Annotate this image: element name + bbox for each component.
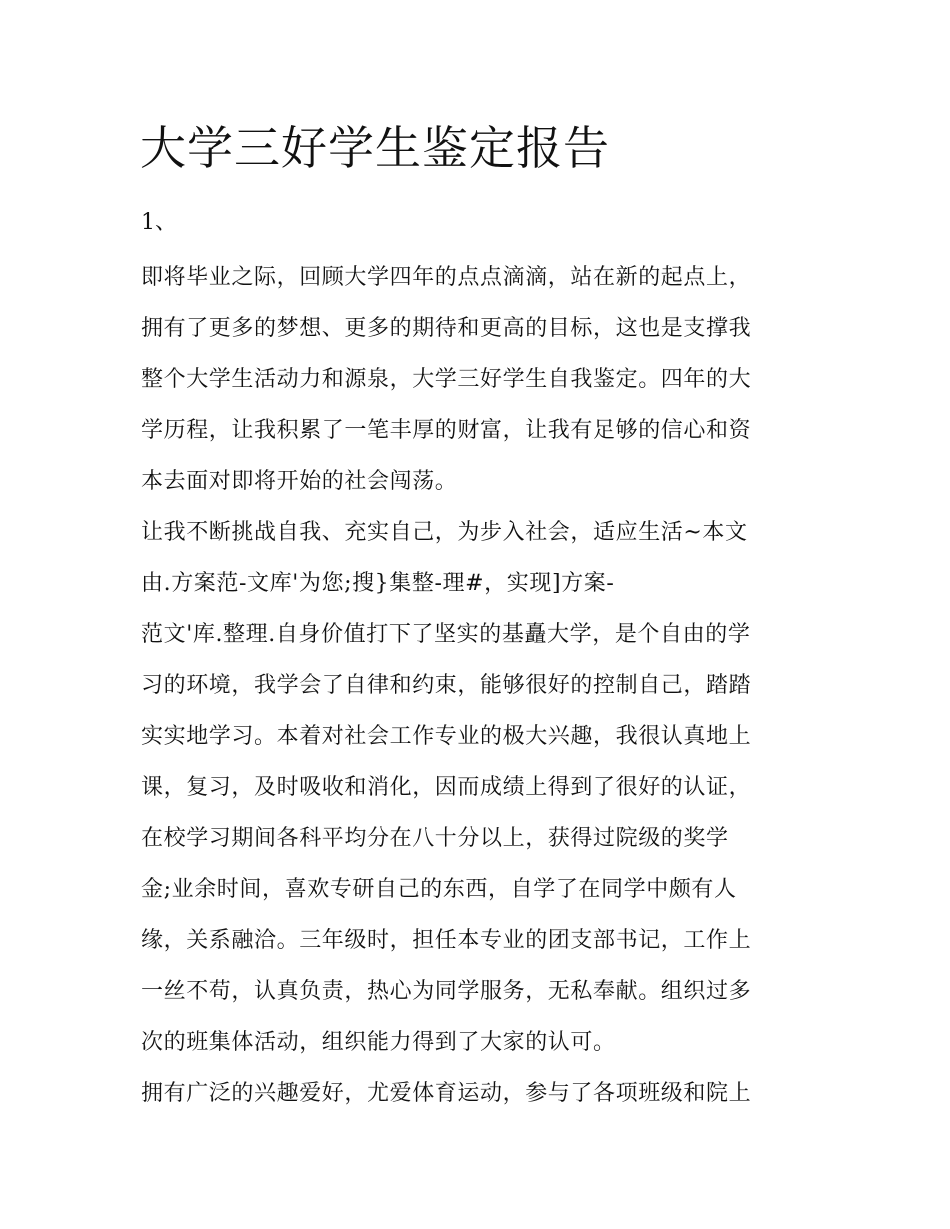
text-line: 学历程，让我积累了一笔丰厚的财富，让我有足够的信心和资 — [141, 418, 752, 443]
text-line: 范文'库.整理.自身价值打下了坚实的基矗大学，是个自由的学 — [141, 622, 751, 647]
section-number: 1、 — [141, 210, 177, 235]
text-line: 金;业余时间，喜欢专研自己的东西，自学了在同学中颇有人 — [141, 877, 737, 902]
document-title: 大学三好学生鉴定报告 — [140, 121, 610, 175]
text-line: 缘，关系融洽。三年级时，担任本专业的团支部书记，工作上 — [141, 928, 752, 953]
document-body — [141, 252, 821, 1119]
text-line: 由.方案范-文库'为您;搜}集整-理#，实现]方案- — [141, 571, 615, 596]
text-line: 次的班集体活动，组织能力得到了大家的认可。 — [141, 1030, 616, 1055]
text-line: 让我不断挑战自我、充实自己，为步入社会，适应生活~本文 — [141, 520, 748, 545]
text-line: 实实地学习。本着对社会工作专业的极大兴趣，我很认真地上 — [141, 724, 752, 749]
text-line: 本去面对即将开始的社会闯荡。 — [141, 469, 458, 494]
text-line: 习的环境，我学会了自律和约束，能够很好的控制自己，踏踏 — [141, 673, 752, 698]
text-line: 课，复习，及时吸收和消化，因而成绩上得到了很好的认证， — [141, 775, 752, 800]
text-line: 在校学习期间各科平均分在八十分以上，获得过院级的奖学 — [141, 826, 729, 851]
text-line: 即将毕业之际，回顾大学四年的点点滴滴，站在新的起点上， — [141, 265, 752, 290]
text-line: 拥有广泛的兴趣爱好，尤爱体育运动，参与了各项班级和院上 — [141, 1081, 752, 1106]
text-line: 整个大学生活动力和源泉，大学三好学生自我鉴定。四年的大 — [141, 367, 752, 392]
text-line: 一丝不苟，认真负责，热心为同学服务，无私奉献。组织过多 — [141, 979, 752, 1004]
text-line: 拥有了更多的梦想、更多的期待和更高的目标，这也是支撑我 — [141, 316, 752, 341]
